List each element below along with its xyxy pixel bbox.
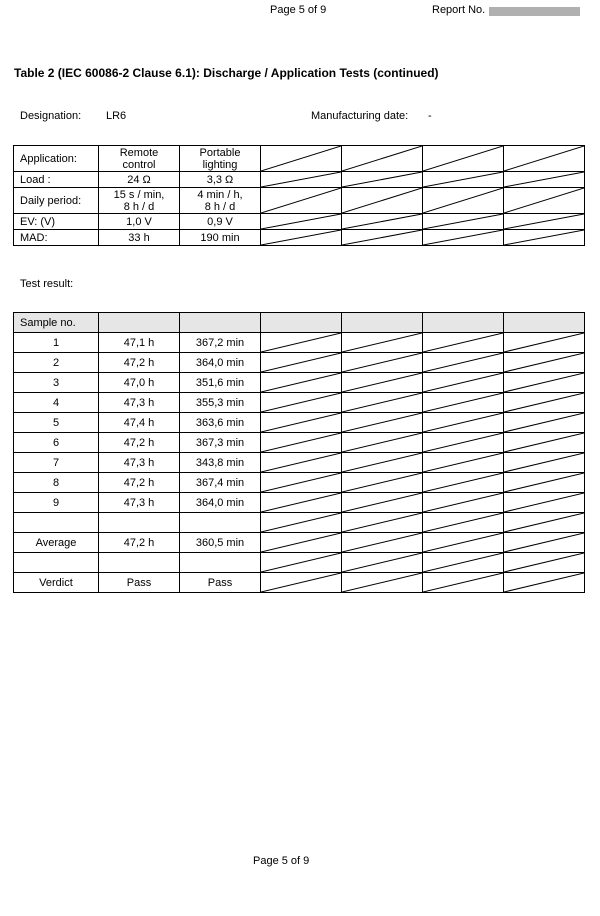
row-label: Load :	[14, 172, 99, 188]
empty-cell	[180, 513, 261, 533]
empty-crossed-cell	[261, 473, 342, 493]
value-cell: 33 h	[99, 230, 180, 246]
row-label: MAD:	[14, 230, 99, 246]
empty-crossed-cell	[504, 473, 585, 493]
results-table-row	[14, 373, 585, 393]
empty-crossed-cell	[504, 146, 585, 172]
results-table-row	[14, 493, 585, 513]
empty-crossed-cell	[342, 553, 423, 573]
empty-crossed-cell	[342, 172, 423, 188]
empty-cell	[261, 313, 342, 333]
table-title: Table 2 (IEC 60086-2 Clause 6.1): Discharge / Application Tests (continued)	[14, 66, 439, 80]
empty-crossed-cell	[423, 172, 504, 188]
sample-value-lighting: 364,0 min	[180, 493, 261, 513]
empty-crossed-cell	[342, 188, 423, 214]
empty-crossed-cell	[504, 230, 585, 246]
empty-crossed-cell	[504, 433, 585, 453]
manufacturing-date-label: Manufacturing date:	[311, 110, 409, 122]
application-table-row	[14, 146, 585, 172]
sample-value-lighting: 367,2 min	[180, 333, 261, 353]
empty-crossed-cell	[261, 513, 342, 533]
average-value-lighting: 360,5 min	[180, 533, 261, 553]
sample-number: 3	[14, 373, 99, 393]
verdict-value-lighting: Pass	[180, 573, 261, 593]
empty-crossed-cell	[504, 553, 585, 573]
empty-crossed-cell	[423, 553, 504, 573]
empty-crossed-cell	[423, 214, 504, 230]
report-no-label: Report No.	[432, 4, 486, 16]
empty-crossed-cell	[504, 393, 585, 413]
footer-page-number: Page 5 of 9	[253, 855, 310, 867]
results-table-row	[14, 533, 585, 553]
value-cell: 15 s / min, 8 h / d	[99, 188, 180, 214]
test-result-label: Test result:	[20, 278, 74, 290]
empty-crossed-cell	[423, 453, 504, 473]
value-cell: 190 min	[180, 230, 261, 246]
empty-crossed-cell	[504, 172, 585, 188]
application-table	[13, 145, 585, 246]
results-table-row	[14, 413, 585, 433]
empty-crossed-cell	[423, 573, 504, 593]
empty-crossed-cell	[342, 373, 423, 393]
sample-value-lighting: 364,0 min	[180, 353, 261, 373]
designation-value: LR6	[106, 110, 127, 122]
results-table-row	[14, 353, 585, 373]
sample-value-remote: 47,2 h	[99, 473, 180, 493]
designation-label: Designation:	[20, 110, 82, 122]
empty-crossed-cell	[504, 513, 585, 533]
results-table-row	[14, 513, 585, 533]
results-table-row	[14, 473, 585, 493]
results-table-row	[14, 553, 585, 573]
results-table-row	[14, 573, 585, 593]
empty-header-cell	[180, 313, 261, 333]
application-table-row	[14, 172, 585, 188]
verdict-value-remote: Pass	[99, 573, 180, 593]
sample-number: 4	[14, 393, 99, 413]
sample-number: 9	[14, 493, 99, 513]
empty-crossed-cell	[504, 188, 585, 214]
empty-crossed-cell	[261, 146, 342, 172]
empty-crossed-cell	[504, 533, 585, 553]
empty-crossed-cell	[423, 230, 504, 246]
sample-number: 8	[14, 473, 99, 493]
empty-crossed-cell	[423, 493, 504, 513]
empty-crossed-cell	[423, 413, 504, 433]
sample-value-lighting: 367,4 min	[180, 473, 261, 493]
empty-crossed-cell	[342, 533, 423, 553]
row-label: Daily period:	[14, 188, 99, 214]
empty-crossed-cell	[342, 433, 423, 453]
empty-crossed-cell	[423, 353, 504, 373]
empty-crossed-cell	[504, 353, 585, 373]
empty-crossed-cell	[342, 493, 423, 513]
empty-crossed-cell	[504, 453, 585, 473]
empty-crossed-cell	[504, 333, 585, 353]
empty-crossed-cell	[423, 146, 504, 172]
empty-cell	[180, 553, 261, 573]
verdict-label: Verdict	[14, 573, 99, 593]
sample-value-lighting: 363,6 min	[180, 413, 261, 433]
empty-cell	[504, 313, 585, 333]
empty-crossed-cell	[261, 393, 342, 413]
empty-crossed-cell	[342, 513, 423, 533]
empty-crossed-cell	[261, 433, 342, 453]
sample-value-lighting: 355,3 min	[180, 393, 261, 413]
empty-crossed-cell	[342, 353, 423, 373]
sample-number: 5	[14, 413, 99, 433]
sample-value-remote: 47,4 h	[99, 413, 180, 433]
sample-number: 6	[14, 433, 99, 453]
empty-cell	[423, 313, 504, 333]
value-cell: 1,0 V	[99, 214, 180, 230]
results-table	[13, 312, 585, 593]
value-cell: 24 Ω	[99, 172, 180, 188]
empty-header-cell	[99, 313, 180, 333]
empty-crossed-cell	[504, 373, 585, 393]
results-table-row	[14, 333, 585, 353]
empty-crossed-cell	[342, 473, 423, 493]
empty-crossed-cell	[342, 573, 423, 593]
empty-crossed-cell	[342, 230, 423, 246]
value-cell: Portable lighting	[180, 146, 261, 172]
empty-cell	[99, 553, 180, 573]
sample-value-remote: 47,1 h	[99, 333, 180, 353]
empty-crossed-cell	[423, 513, 504, 533]
empty-crossed-cell	[261, 553, 342, 573]
sample-value-remote: 47,2 h	[99, 433, 180, 453]
row-label: EV: (V)	[14, 214, 99, 230]
empty-crossed-cell	[423, 333, 504, 353]
sample-number: 1	[14, 333, 99, 353]
empty-crossed-cell	[261, 493, 342, 513]
sample-value-remote: 47,3 h	[99, 453, 180, 473]
results-table-row	[14, 393, 585, 413]
value-cell: 4 min / h, 8 h / d	[180, 188, 261, 214]
sample-value-remote: 47,2 h	[99, 353, 180, 373]
empty-crossed-cell	[342, 146, 423, 172]
results-table-row	[14, 313, 585, 333]
empty-crossed-cell	[261, 533, 342, 553]
sample-value-lighting: 351,6 min	[180, 373, 261, 393]
sample-value-remote: 47,3 h	[99, 493, 180, 513]
empty-crossed-cell	[261, 353, 342, 373]
empty-crossed-cell	[261, 188, 342, 214]
empty-crossed-cell	[504, 493, 585, 513]
empty-crossed-cell	[423, 533, 504, 553]
value-cell: 3,3 Ω	[180, 172, 261, 188]
empty-crossed-cell	[261, 214, 342, 230]
empty-crossed-cell	[261, 373, 342, 393]
results-table-row	[14, 433, 585, 453]
empty-crossed-cell	[261, 573, 342, 593]
sample-value-lighting: 343,8 min	[180, 453, 261, 473]
empty-crossed-cell	[261, 413, 342, 433]
empty-crossed-cell	[342, 333, 423, 353]
empty-cell	[342, 313, 423, 333]
empty-crossed-cell	[342, 393, 423, 413]
empty-crossed-cell	[342, 453, 423, 473]
application-table-row	[14, 188, 585, 214]
sample-value-remote: 47,0 h	[99, 373, 180, 393]
empty-crossed-cell	[423, 188, 504, 214]
empty-cell	[14, 553, 99, 573]
empty-crossed-cell	[342, 214, 423, 230]
empty-crossed-cell	[423, 393, 504, 413]
value-cell: Remote control	[99, 146, 180, 172]
sample-no-header: Sample no.	[14, 313, 99, 333]
application-table-row	[14, 230, 585, 246]
header-page-number: Page 5 of 9	[270, 4, 327, 16]
empty-crossed-cell	[423, 473, 504, 493]
manufacturing-date-value: -	[428, 110, 432, 122]
empty-crossed-cell	[504, 413, 585, 433]
empty-crossed-cell	[261, 172, 342, 188]
results-table-row	[14, 453, 585, 473]
sample-number: 2	[14, 353, 99, 373]
empty-crossed-cell	[504, 573, 585, 593]
empty-cell	[14, 513, 99, 533]
sample-value-lighting: 367,3 min	[180, 433, 261, 453]
sample-number: 7	[14, 453, 99, 473]
empty-crossed-cell	[342, 413, 423, 433]
redacted-report-number	[489, 7, 580, 16]
average-value-remote: 47,2 h	[99, 533, 180, 553]
empty-crossed-cell	[261, 333, 342, 353]
value-cell: 0,9 V	[180, 214, 261, 230]
sample-value-remote: 47,3 h	[99, 393, 180, 413]
average-label: Average	[14, 533, 99, 553]
application-table-row	[14, 214, 585, 230]
row-label: Application:	[14, 146, 99, 172]
empty-crossed-cell	[261, 230, 342, 246]
empty-crossed-cell	[261, 453, 342, 473]
empty-cell	[99, 513, 180, 533]
empty-crossed-cell	[504, 214, 585, 230]
empty-crossed-cell	[423, 433, 504, 453]
empty-crossed-cell	[423, 373, 504, 393]
